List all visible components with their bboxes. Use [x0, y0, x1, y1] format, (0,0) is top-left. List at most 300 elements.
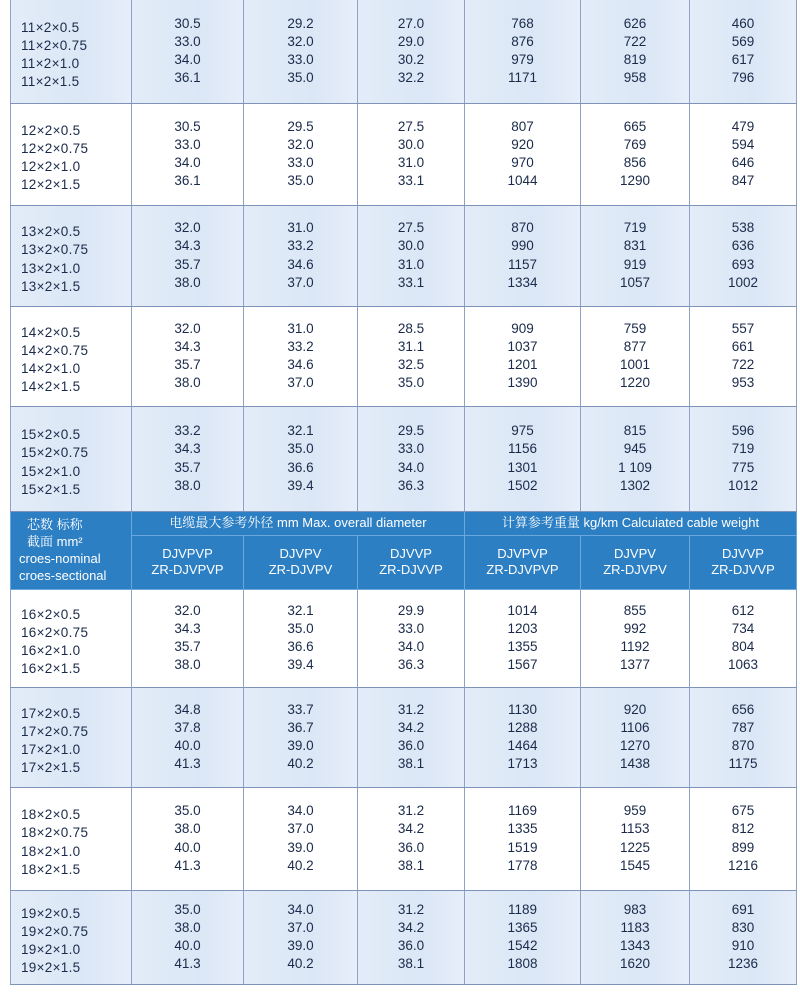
cell-diam-djvvp [358, 205, 465, 306]
value: 983 [623, 901, 647, 917]
cell-diam-djvpvp [132, 687, 244, 787]
spec-label: 11×2×1.0 [21, 56, 80, 72]
spec-label: 16×2×1.0 [21, 643, 81, 658]
value: 979 [511, 52, 534, 68]
value: 38.0 [174, 821, 201, 837]
cell-spec [11, 787, 132, 890]
value: 36.3 [397, 657, 425, 673]
cell-weight-djvvp [690, 306, 797, 406]
value: 35.0 [287, 173, 314, 189]
value: 722 [623, 34, 647, 50]
value: 665 [623, 118, 647, 134]
value: 460 [731, 15, 755, 31]
value: 959 [623, 803, 647, 819]
value: 1037 [507, 338, 538, 354]
cell-diam-djvvp [358, 103, 465, 205]
cell-diam-djvvp [358, 589, 465, 687]
value: 1201 [507, 357, 538, 372]
value: 32.0 [174, 220, 201, 236]
value: 35.7 [174, 357, 201, 372]
value: 787 [731, 719, 755, 735]
value: 830 [731, 919, 755, 935]
table-header [11, 511, 797, 589]
value: 36.0 [397, 839, 425, 855]
value: 29.5 [287, 118, 314, 134]
value: 1175 [728, 756, 758, 772]
spec-label: 15×2×0.75 [21, 445, 89, 461]
value: 33.1 [397, 173, 425, 189]
spec-label: 19×2×1.0 [21, 942, 81, 957]
value: 1063 [727, 657, 759, 673]
value: 35.7 [174, 459, 201, 475]
value: 27.0 [397, 15, 425, 31]
spec-label: 11×2×0.75 [21, 38, 88, 54]
spec-label: 18×2×0.5 [21, 807, 81, 823]
value: 656 [731, 701, 755, 717]
value: 1189 [507, 901, 538, 917]
spec-label: 19×2×0.75 [21, 923, 89, 939]
value: 38.1 [397, 756, 425, 772]
value: 36.0 [397, 938, 425, 953]
spec-label: 14×2×0.75 [21, 342, 89, 358]
value: 876 [511, 34, 534, 50]
value: 855 [623, 602, 647, 618]
value: 1169 [507, 803, 538, 819]
value: 33.0 [397, 441, 425, 457]
value: 919 [623, 256, 647, 272]
value: 1216 [727, 857, 759, 873]
value: 32.0 [287, 136, 314, 152]
value: 37.0 [287, 919, 314, 935]
value: 31.2 [397, 901, 425, 917]
cell-spec [11, 406, 132, 511]
value: 29.0 [397, 34, 425, 50]
col-header-diam-djvpvp: DJVPVP ZR-DJVPVP [132, 535, 244, 589]
value: 958 [623, 70, 647, 86]
value: 37.0 [287, 274, 314, 290]
value: 31.0 [287, 220, 314, 236]
cell-diam-djvvp [358, 890, 465, 984]
cell-spec [11, 0, 132, 103]
value: 759 [623, 320, 647, 336]
cell-weight-djvpv [581, 205, 690, 306]
value: 31.0 [397, 256, 425, 272]
spec-label: 18×2×1.5 [21, 861, 81, 877]
value: 36.3 [397, 477, 425, 493]
spec-label: 17×2×0.75 [21, 723, 89, 739]
value: 975 [511, 423, 534, 439]
value: 38.1 [397, 956, 425, 972]
value: 722 [731, 357, 755, 372]
spec-label: 13×2×1.5 [21, 278, 81, 294]
value: 36.6 [287, 459, 314, 475]
table-body-upper [11, 0, 797, 511]
value: 35.0 [174, 803, 201, 819]
cell-diam-djvpv [244, 103, 358, 205]
cell-diam-djvpv [244, 787, 358, 890]
value: 28.5 [397, 320, 425, 336]
value: 33.2 [287, 238, 314, 254]
cell-spec [11, 687, 132, 787]
spec-label: 12×2×0.5 [21, 122, 81, 138]
spec-label: 11×2×1.5 [21, 74, 80, 90]
cell-spec [11, 205, 132, 306]
value: 1377 [619, 657, 651, 673]
value: 920 [511, 136, 534, 152]
value: 34.0 [397, 459, 425, 475]
value: 36.0 [397, 738, 425, 753]
spec-label: 17×2×1.0 [21, 742, 81, 757]
cell-weight-djvpvp [465, 589, 581, 687]
value: 34.2 [397, 821, 425, 837]
value: 34.0 [174, 155, 201, 170]
cell-diam-djvpv [244, 890, 358, 984]
value: 804 [731, 639, 755, 654]
cell-diam-djvpvp [132, 103, 244, 205]
value: 1343 [619, 938, 651, 953]
value: 1157 [507, 256, 538, 272]
value: 1302 [619, 477, 651, 493]
value: 33.1 [397, 274, 425, 290]
value: 719 [623, 220, 647, 236]
value: 1464 [507, 738, 538, 753]
table-body-lower [11, 589, 797, 984]
value: 36.6 [287, 639, 314, 654]
value: 617 [731, 52, 755, 68]
value: 693 [731, 256, 755, 272]
value: 1334 [507, 274, 538, 290]
value: 34.3 [174, 338, 201, 354]
value: 35.0 [287, 70, 314, 86]
value: 734 [731, 620, 755, 636]
spec-group-row [11, 687, 797, 787]
value: 1438 [619, 756, 651, 772]
value: 612 [731, 602, 755, 618]
value: 1002 [727, 274, 759, 290]
cell-weight-djvpv [581, 406, 690, 511]
spec-group-row [11, 787, 797, 890]
value: 33.0 [174, 34, 201, 50]
value: 35.0 [174, 901, 201, 917]
value: 30.5 [174, 118, 201, 134]
value: 1044 [507, 173, 538, 189]
value: 920 [623, 701, 647, 717]
cell-diam-djvpvp [132, 306, 244, 406]
spec-label: 12×2×1.5 [21, 177, 81, 193]
cell-diam-djvvp [358, 0, 465, 103]
col-header-weight-djvpvp: DJVPVP ZR-DJVPVP [465, 535, 581, 589]
corner-line-1: 芯数 标称 [27, 517, 83, 532]
value: 34.0 [397, 639, 425, 654]
cell-weight-djvvp [690, 103, 797, 205]
value: 34.2 [397, 719, 425, 735]
value: 1288 [507, 719, 538, 735]
value: 38.1 [397, 857, 425, 873]
value: 538 [731, 220, 755, 236]
cell-spec [11, 103, 132, 205]
value: 769 [623, 136, 647, 152]
value: 807 [511, 118, 534, 134]
spec-label: 15×2×0.5 [21, 427, 81, 443]
cell-diam-djvpvp [132, 787, 244, 890]
spec-group-row [11, 205, 797, 306]
spec-label: 13×2×0.5 [21, 224, 81, 240]
value: 30.5 [174, 15, 201, 31]
corner-line-4: croes-sectional [19, 568, 107, 583]
value: 775 [731, 459, 755, 475]
value: 35.0 [287, 620, 314, 636]
value: 37.0 [287, 375, 314, 391]
spec-label: 18×2×0.75 [21, 825, 89, 841]
cell-weight-djvvp [690, 406, 797, 511]
cell-diam-djvpv [244, 687, 358, 787]
value: 910 [731, 938, 755, 953]
value: 1778 [507, 857, 538, 873]
cell-diam-djvpvp [132, 0, 244, 103]
value: 31.2 [397, 803, 425, 819]
spec-label: 12×2×0.75 [21, 140, 89, 156]
value: 39.0 [287, 738, 314, 753]
value: 35.0 [287, 441, 314, 457]
spec-label: 14×2×0.5 [21, 324, 81, 340]
value: 35.7 [174, 256, 201, 272]
weight-group-header: 计算参考重量 kg/km Calcuiated cable weight [465, 511, 797, 535]
cell-weight-djvpvp [465, 890, 581, 984]
value: 32.0 [287, 34, 314, 50]
cell-weight-djvvp [690, 205, 797, 306]
value: 37.8 [174, 719, 201, 735]
cell-weight-djvpv [581, 890, 690, 984]
spec-label: 11×2×0.5 [21, 19, 80, 35]
value: 41.3 [174, 956, 201, 972]
cable-spec-table [10, 0, 796, 1000]
cell-weight-djvvp [690, 890, 797, 984]
value: 40.0 [174, 738, 201, 753]
value: 1365 [507, 919, 538, 935]
cell-weight-djvpvp [465, 205, 581, 306]
spec-label: 16×2×0.5 [21, 606, 81, 622]
cell-weight-djvpv [581, 0, 690, 103]
cell-diam-djvvp [358, 787, 465, 890]
value: 33.0 [287, 155, 314, 170]
cell-diam-djvpvp [132, 205, 244, 306]
value: 33.7 [287, 701, 314, 717]
spec-label: 19×2×1.5 [21, 960, 81, 976]
spec-table [10, 0, 797, 985]
value: 992 [623, 620, 647, 636]
value: 1012 [727, 477, 759, 493]
value: 41.3 [174, 756, 201, 772]
value: 40.2 [287, 756, 314, 772]
value: 27.5 [397, 220, 425, 236]
value: 31.2 [397, 701, 425, 717]
value: 1156 [507, 441, 538, 457]
cell-weight-djvvp [690, 787, 797, 890]
value: 1620 [619, 956, 651, 972]
cell-weight-djvpvp [465, 787, 581, 890]
cell-diam-djvvp [358, 306, 465, 406]
value: 646 [731, 155, 755, 170]
value: 33.0 [287, 52, 314, 68]
spec-label: 16×2×0.75 [21, 624, 89, 640]
value: 479 [731, 118, 755, 134]
value: 1225 [619, 839, 651, 855]
spec-label: 16×2×1.5 [21, 661, 81, 677]
corner-header [11, 511, 132, 589]
spec-label: 13×2×1.0 [21, 260, 81, 276]
value: 36.1 [174, 70, 201, 86]
spec-label: 13×2×0.75 [21, 242, 89, 258]
value: 1153 [620, 821, 650, 837]
spec-label: 12×2×1.0 [21, 159, 81, 174]
cell-diam-djvvp [358, 687, 465, 787]
cell-spec [11, 890, 132, 984]
value: 36.7 [287, 719, 314, 735]
spec-group-row [11, 589, 797, 687]
spec-group-row [11, 0, 797, 103]
value: 32.1 [287, 423, 314, 439]
value: 1001 [619, 357, 651, 372]
corner-line-2: 截面 mm² [27, 534, 83, 549]
value: 1713 [507, 756, 538, 772]
value: 33.2 [174, 423, 201, 439]
value: 1545 [619, 857, 651, 873]
value: 1335 [507, 821, 538, 837]
value: 953 [731, 375, 755, 391]
value: 34.0 [287, 901, 314, 917]
value: 675 [731, 803, 755, 819]
spec-label: 15×2×1.0 [21, 463, 81, 479]
value: 39.0 [287, 839, 314, 855]
cell-diam-djvvp [358, 406, 465, 511]
col-header-weight-djvvp: DJVVP ZR-DJVVP [690, 535, 797, 589]
cell-diam-djvpvp [132, 406, 244, 511]
cell-weight-djvvp [690, 0, 797, 103]
value: 29.2 [287, 15, 314, 31]
value: 40.2 [287, 857, 314, 873]
cell-diam-djvpv [244, 589, 358, 687]
value: 877 [623, 338, 647, 354]
value: 1192 [620, 639, 650, 654]
value: 33.2 [287, 338, 314, 354]
value: 1057 [619, 274, 651, 290]
value: 856 [623, 155, 647, 170]
value: 636 [731, 238, 755, 254]
value: 1014 [507, 602, 538, 618]
value: 1220 [619, 375, 651, 391]
value: 34.3 [174, 238, 201, 254]
value: 31.0 [287, 320, 314, 336]
value: 38.0 [174, 919, 201, 935]
col-header-weight-djvpv: DJVPV ZR-DJVPV [581, 535, 690, 589]
value: 41.3 [174, 857, 201, 873]
cell-weight-djvpvp [465, 306, 581, 406]
value: 1567 [507, 657, 538, 673]
value: 30.2 [397, 52, 425, 68]
value: 1 109 [618, 459, 652, 475]
spec-label: 19×2×0.5 [21, 905, 81, 921]
value: 870 [731, 738, 755, 753]
value: 30.0 [397, 136, 425, 152]
value: 1542 [507, 938, 538, 953]
value: 38.0 [174, 657, 201, 673]
value: 1301 [507, 459, 538, 475]
value: 35.7 [174, 639, 201, 654]
spec-group-row [11, 306, 797, 406]
value: 32.1 [287, 602, 314, 618]
spec-label: 14×2×1.5 [21, 379, 81, 395]
cell-weight-djvpvp [465, 687, 581, 787]
value: 38.0 [174, 477, 201, 493]
value: 768 [511, 15, 534, 31]
cell-weight-djvpv [581, 306, 690, 406]
value: 1183 [620, 919, 650, 935]
value: 719 [731, 441, 755, 457]
value: 30.0 [397, 238, 425, 254]
value: 35.0 [397, 375, 425, 391]
value: 33.0 [174, 136, 201, 152]
cell-spec [11, 589, 132, 687]
value: 34.6 [287, 256, 314, 272]
value: 970 [511, 155, 534, 170]
value: 899 [731, 839, 755, 855]
cell-weight-djvpv [581, 687, 690, 787]
cell-weight-djvvp [690, 687, 797, 787]
value: 34.6 [287, 357, 314, 372]
value: 40.2 [287, 956, 314, 972]
value: 32.0 [174, 320, 201, 336]
value: 34.0 [287, 803, 314, 819]
spec-group-row [11, 406, 797, 511]
value: 569 [731, 34, 755, 50]
cell-weight-djvpv [581, 589, 690, 687]
value: 945 [623, 441, 647, 457]
value: 32.0 [174, 602, 201, 618]
cell-weight-djvpv [581, 103, 690, 205]
value: 1290 [619, 173, 651, 189]
value: 34.8 [174, 701, 201, 717]
value: 1130 [507, 701, 538, 717]
value: 32.5 [397, 357, 425, 372]
cell-weight-djvvp [690, 589, 797, 687]
col-header-diam-djvpv: DJVPV ZR-DJVPV [244, 535, 358, 589]
value: 1519 [507, 839, 538, 855]
value: 34.3 [174, 441, 201, 457]
value: 691 [731, 901, 755, 917]
value: 34.0 [174, 52, 201, 68]
value: 1236 [727, 956, 759, 972]
value: 626 [623, 15, 647, 31]
value: 594 [731, 136, 755, 152]
spec-group-row [11, 890, 797, 984]
value: 1390 [507, 375, 538, 391]
cell-diam-djvpv [244, 0, 358, 103]
value: 557 [731, 320, 755, 336]
cell-weight-djvpvp [465, 0, 581, 103]
diameter-group-header: 电缆最大参考外径 mm Max. overall diameter [132, 511, 465, 535]
corner-line-3: croes-nominal [19, 551, 101, 566]
value: 36.1 [174, 173, 201, 189]
spec-label: 17×2×1.5 [21, 760, 81, 776]
value: 1203 [507, 620, 538, 636]
col-header-diam-djvvp: DJVVP ZR-DJVVP [358, 535, 465, 589]
cell-diam-djvpv [244, 306, 358, 406]
spec-label: 15×2×1.5 [21, 481, 81, 497]
value: 40.0 [174, 938, 201, 953]
spec-label: 18×2×1.0 [21, 843, 81, 859]
spec-label: 14×2×1.0 [21, 361, 81, 376]
value: 39.4 [287, 657, 314, 673]
